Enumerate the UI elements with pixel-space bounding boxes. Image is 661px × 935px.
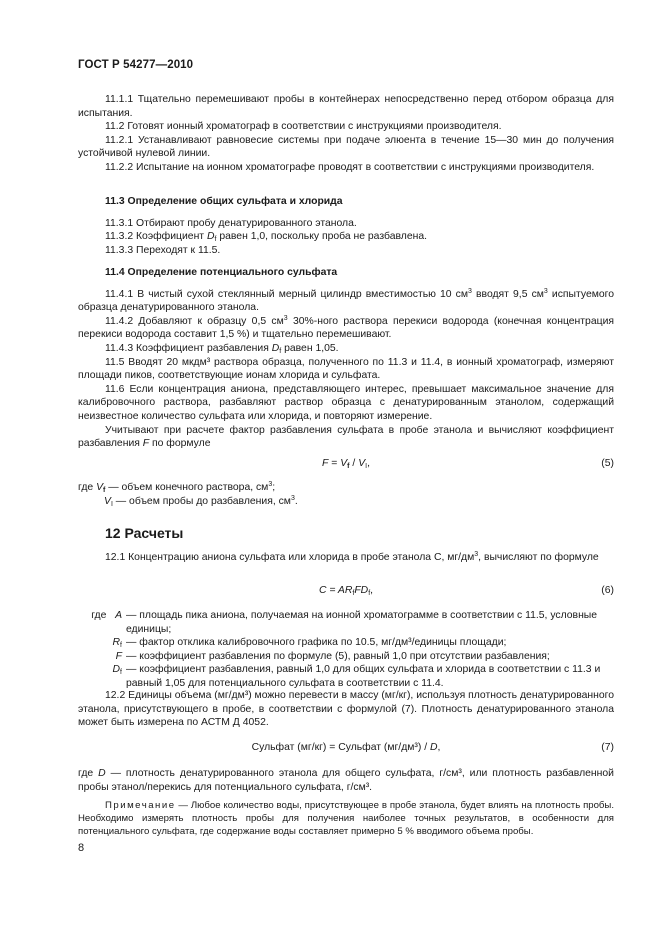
heading-11-4: 11.4 Определение потенциального сульфата	[105, 267, 338, 278]
formula-6-number: (6)	[601, 585, 614, 596]
note-block	[78, 800, 614, 838]
para-12-1: 12.1 Концентрацию аниона сульфата или хлорида в пробе этанола С, $мг/дм^3$, вычисляют по формуле	[105, 550, 599, 563]
where-7-block	[78, 767, 614, 794]
para-11-3-2: 11.3.2 Коэффициент $D_f$ равен 1,0, поскольку проба не разбавлена.	[105, 231, 428, 244]
formula-7-expression: Сульфат (мг/кг) = Сульфат (мг/дм³) / D,	[251, 742, 441, 753]
formula-5-expression: $F = V_f / V_I$,	[322, 458, 370, 470]
para-11-1-1: 11.1.1 Тщательно перемешивают пробы в контейнерах непосредственно перед отбором образца для испытания.	[78, 94, 614, 119]
section-12-block	[78, 527, 614, 564]
page-number: 8	[78, 842, 85, 854]
para-11-3-1: 11.3.1 Отбирают пробу денатурированного этанола.	[105, 217, 357, 229]
para-11-2-1: 11.2.1 Устанавливают равновесие системы при подаче элюента в течение 15—30 мин до получения устойчивой нулевой линии.	[78, 134, 614, 160]
formula-6	[78, 584, 614, 598]
para-11-4-1: 11.4.1 В чистый сухой стеклянный мерный цилиндр вместимостью 10 $см^3$ вводят 9,5 $см^3$ испытуемого образца денатурированного этанола.	[78, 287, 614, 314]
where-5-vi: $V_I$ — объем пробы до разбавления, $см^3$.	[104, 494, 298, 508]
formula-5-number: (5)	[601, 458, 614, 469]
document-header: ГОСТ Р 54277—2010	[78, 59, 194, 71]
where-6-item: $D_f$ — коэффициент разбавления, равный 1,0 для общих сульфата и хлорида в соответствии с 11.3 и равный 1,05 для потенциального сульфата в соответствии с 11.4.	[112, 664, 601, 689]
where-6-item: F — коэффициент разбавления по формуле (5), равный 1,0 при отсутствии разбавления;	[115, 650, 550, 662]
para-11-4-3: 11.4.3 Коэффициент разбавления $D_f$ равен 1,05.	[105, 342, 339, 355]
where-6-item: $R_f$ — фактор отклика калибровочного графика по 10.5, мг/дм³/единицы площади;	[112, 637, 507, 650]
formula-5	[78, 457, 614, 471]
para-12-2-block	[78, 689, 614, 730]
para-11-3-3: 11.3.3 Переходят к 11.5.	[105, 244, 221, 256]
formula-6-expression: $C = AR_fFD_f$,	[318, 585, 374, 597]
where-7-text: где D — плотность денатурированного этанола для общего сульфата, г/см³, или плотность разбавленной пробы этанол/перекись для потенциального сульфата, г/см³.	[78, 768, 614, 793]
para-11-5: 11.5 Вводят 20 мкдм³ раствора образца, полученного по 11.3 и 11.4, в ионный хроматограф, измеряют площади пиков, соответствующие ионам хлорида и сульфата.	[78, 356, 614, 382]
para-12-2: 12.2 Единицы объема (мг/дм³) можно перевести в массу (мг/кг), используя плотность денатурированного этанола, присутствующего в пробе, в соответствии с формулой (7). Плотность денатурированного этанола может быть измерена по АСТМ Д 4052.	[78, 690, 614, 729]
formula-7-number: (7)	[601, 742, 614, 753]
section-11-3-block	[78, 195, 614, 257]
heading-11-3: 11.3 Определение общих сульфата и хлорида	[105, 196, 343, 207]
para-11-6: 11.6 Если концентрация аниона, представляющего интерес, превышает максимальное значение для калибровочного раствора, разбавляют раствор образца с денатурированным этанолом, содержащий неизвестное количество сульфата или хлорида, и повторяют измерение.	[78, 383, 614, 422]
where-6-item: где A — площадь пика аниона, получаемая на ионной хроматограмме в соответствии с 11.5, условные единицы;	[91, 610, 598, 635]
where-5-vf: где $V_f$ — объем конечного раствора, $см^3$;	[78, 481, 276, 494]
where-5-block	[78, 481, 614, 508]
where-6-block	[78, 609, 614, 691]
para-dilution: Учитывают при расчете фактор разбавления сульфата в пробе этанола и вычисляют коэффициент разбавления F по формуле	[78, 424, 614, 450]
section-11-2-block	[78, 93, 614, 175]
heading-12: 12 Расчеты	[105, 525, 184, 541]
para-11-2: 11.2 Готовят ионный хроматограф в соответствии с инструкциями производителя.	[105, 121, 502, 133]
note-text: Примечание — Любое количество воды, присутствующее в пробе этанола, будет влиять на плотность пробы. Необходимо измерять плотность пробы для получения наиболее точных результатов, в особенности для потенциального сульфата, где содержание воды составляет примерно 5 % вводимого объема пробы.	[78, 800, 614, 837]
para-11-2-2: 11.2.2 Испытание на ионном хроматографе проводят в соответствии с инструкциями производителя.	[105, 161, 595, 173]
para-11-4-2: 11.4.2 Добавляют к образцу 0,5 $см^3$ 30%-ного раствора перекиси водорода (конечная концентрация перекиси водорода составит 1,5 %) и тщательно перемешивают.	[78, 314, 614, 341]
formula-7	[78, 741, 614, 755]
section-11-4-block	[78, 266, 614, 451]
